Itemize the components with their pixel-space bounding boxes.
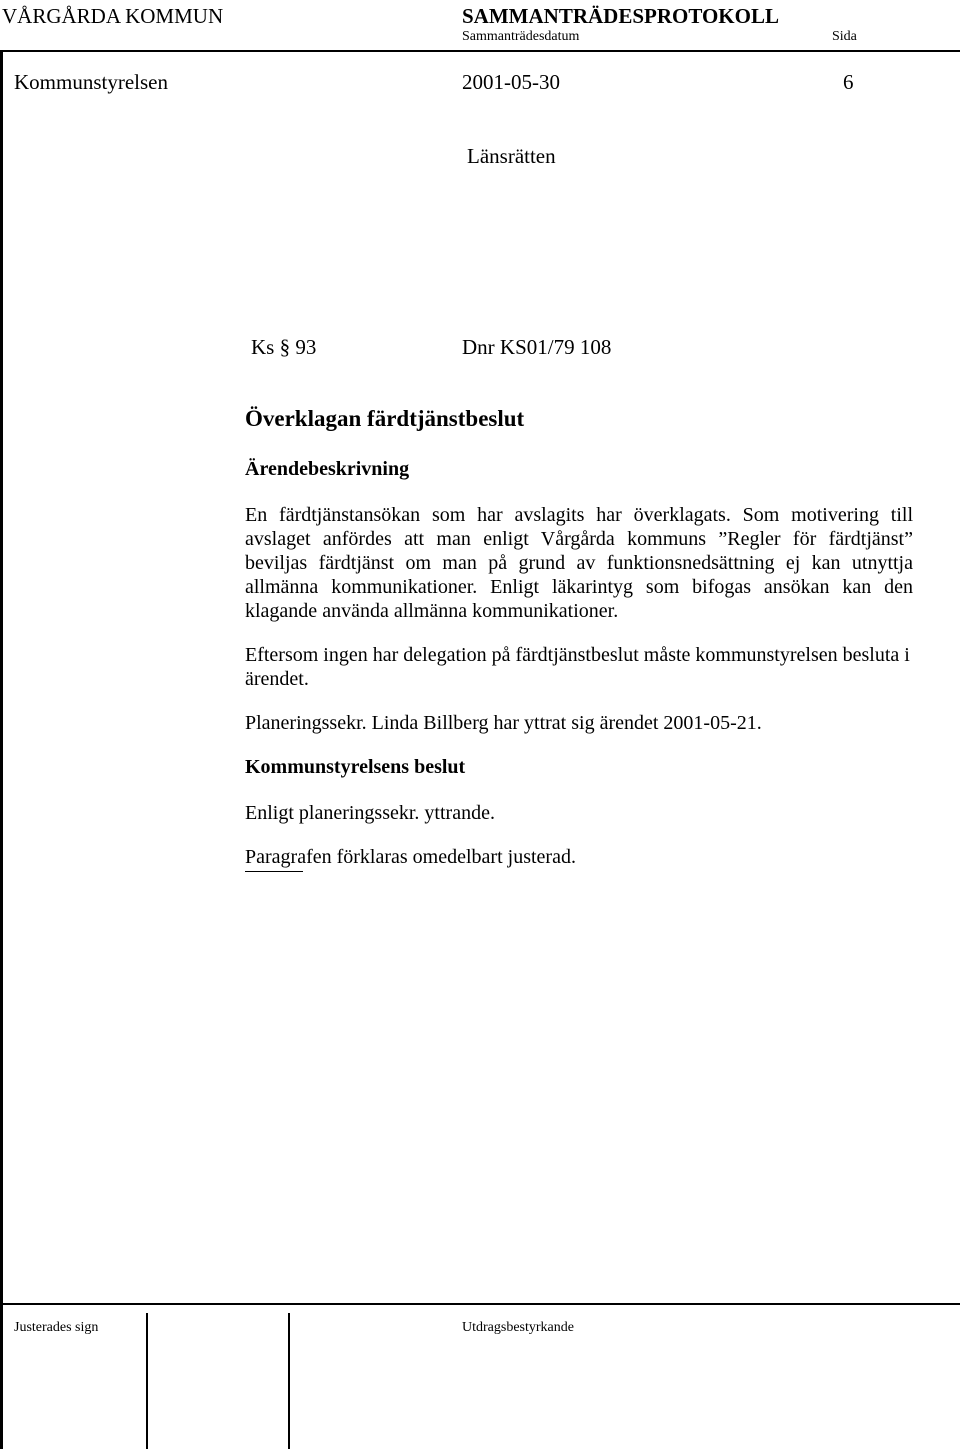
meeting-date-label: Sammanträdesdatum <box>462 29 580 44</box>
description-paragraph: Eftersom ingen har delegation på färdtjänstbeslut måste kommunstyrelsen besluta i ärendet. <box>245 644 910 690</box>
meeting-date: 2001-05-30 <box>462 70 560 94</box>
protocol-title: SAMMANTRÄDESPROTOKOLL <box>462 4 779 28</box>
page-label: Sida <box>832 29 857 44</box>
section-heading: Ärendebeskrivning <box>245 458 410 480</box>
left-border-line <box>0 50 3 1449</box>
municipality-name: VÅRGÅRDA KOMMUN <box>2 4 224 28</box>
decision-heading: Kommunstyrelsens beslut <box>245 756 466 778</box>
signature-box-divider <box>146 1313 148 1449</box>
document-content <box>245 405 913 872</box>
footer-divider <box>0 1303 960 1305</box>
end-line <box>245 871 303 872</box>
description-paragraph: Planeringssekr. Linda Billberg har yttrat sig ärendet 2001-05-21. <box>245 712 762 734</box>
decision-paragraph: Paragrafen förklaras omedelbart justerad. <box>245 846 576 868</box>
signature-box-divider <box>288 1313 290 1449</box>
decision-paragraph: Enligt planeringssekr. yttrande. <box>245 802 495 824</box>
signature-label: Justerades sign <box>14 1320 99 1335</box>
document-title: Överklagan färdtjänstbeslut <box>245 406 525 431</box>
case-paragraph: Ks § 93 <box>251 335 317 359</box>
header-divider <box>0 50 960 52</box>
committee-name: Kommunstyrelsen <box>14 70 168 94</box>
page-number: 6 <box>843 70 854 94</box>
description-paragraph: En färdtjänstansökan som har avslagits har överklagats. Som motivering till avslaget anfördes att man enligt Vårgårda kommuns ”Regler för färdtjänst” beviljas färdtjänst om man på grund av funktionsnedsättning ej kan utnyttja allmänna kommunikationer. Enligt läkarintyg som bifogas ansökan kan den klagande använda allmänna kommunikationer. <box>245 504 913 622</box>
recipient: Länsrätten <box>467 144 556 168</box>
case-dnr: Dnr KS01/79 108 <box>462 335 612 359</box>
certification-label: Utdragsbestyrkande <box>462 1320 574 1335</box>
